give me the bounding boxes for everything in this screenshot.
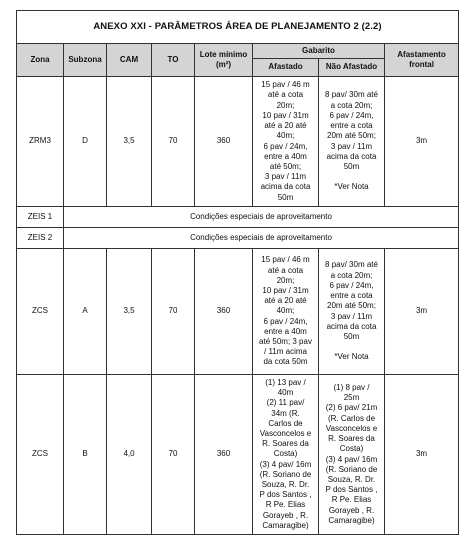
cell-subzona: B xyxy=(64,375,107,535)
cell-lote-minimo: 360 xyxy=(195,249,253,375)
cell-cam: 3,5 xyxy=(107,249,152,375)
cell-afastamento-frontal: 3m xyxy=(385,375,459,535)
table-body xyxy=(17,77,459,535)
table-title: ANEXO XXI - PARÂMETROS ÁREA DE PLANEJAMENTO 2 (2.2) xyxy=(17,11,459,44)
cell-zona: ZRM3 xyxy=(17,77,64,207)
header-afastado: Afastado xyxy=(253,59,319,77)
cell-gabarito-nao-afastado: (1) 8 pav / 25m (2) 6 pav/ 21m (R. Carlos de Vasconcelos e R. Soares da Costa) (3) 4 pav/ 16m (R. Soriano de Souza, R. Dr. P dos Santos , R Pe. Elias Gorayeb , R. Camaragibe) xyxy=(319,375,385,535)
cell-gabarito-afastado: 15 pav / 46 m até a cota 20m; 10 pav / 31m até a 20 até 40m; 6 pav / 24m, entre a 40m até 50m; 3 pav / 11m acima da cota 50m xyxy=(253,249,319,375)
cell-subzona: A xyxy=(64,249,107,375)
table-row xyxy=(17,249,459,375)
cell-zona: ZCS xyxy=(17,249,64,375)
header-lote-minimo: Lote mínimo (m²) xyxy=(195,44,253,77)
cell-condicoes-especiais: Condições especiais de aproveitamento xyxy=(64,207,459,228)
cell-to: 70 xyxy=(152,375,195,535)
header-afastamento-frontal: Afastamento frontal xyxy=(385,44,459,77)
table-row xyxy=(17,228,459,249)
cell-condicoes-especiais: Condições especiais de aproveitamento xyxy=(64,228,459,249)
cell-afastamento-frontal: 3m xyxy=(385,249,459,375)
cell-afastamento-frontal: 3m xyxy=(385,77,459,207)
cell-gabarito-nao-afastado: 8 pav/ 30m até a cota 20m; 6 pav / 24m, entre a cota 20m até 50m; 3 pav / 11m acima da cota 50m *Ver Nota xyxy=(319,77,385,207)
header-zona: Zona xyxy=(17,44,64,77)
cell-to: 70 xyxy=(152,249,195,375)
table-row xyxy=(17,375,459,535)
table-row xyxy=(17,207,459,228)
cell-cam: 4,0 xyxy=(107,375,152,535)
cell-gabarito-afastado: 15 pav / 46 m até a cota 20m; 10 pav / 31m até a 20 até 40m; 6 pav / 24m, entre a 40m até 50m; 3 pav / 11m acima da cota 50m xyxy=(253,77,319,207)
header-nao-afastado: Não Afastado xyxy=(319,59,385,77)
cell-zona: ZEIS 1 xyxy=(17,207,64,228)
header-cam: CAM xyxy=(107,44,152,77)
cell-cam: 3,5 xyxy=(107,77,152,207)
cell-lote-minimo: 360 xyxy=(195,375,253,535)
header-to: TO xyxy=(152,44,195,77)
table-row xyxy=(17,77,459,207)
header-gabarito: Gabarito xyxy=(253,44,385,59)
document-page xyxy=(16,10,458,535)
cell-gabarito-nao-afastado: 8 pav/ 30m até a cota 20m; 6 pav / 24m, entre a cota 20m até 50m; 3 pav / 11m acima da cota 50m *Ver Nota xyxy=(319,249,385,375)
cell-lote-minimo: 360 xyxy=(195,77,253,207)
cell-subzona: D xyxy=(64,77,107,207)
header-subzona: Subzona xyxy=(64,44,107,77)
parameters-table xyxy=(16,10,459,535)
cell-to: 70 xyxy=(152,77,195,207)
cell-zona: ZEIS 2 xyxy=(17,228,64,249)
cell-gabarito-afastado: (1) 13 pav / 40m (2) 11 pav/ 34m (R. Carlos de Vasconcelos e R. Soares da Costa) (3) 4 pav/ 16m (R. Soriano de Souza, R. Dr. P dos Santos , R Pe. Elias Gorayeb , R. Camaragibe) xyxy=(253,375,319,535)
cell-zona: ZCS xyxy=(17,375,64,535)
